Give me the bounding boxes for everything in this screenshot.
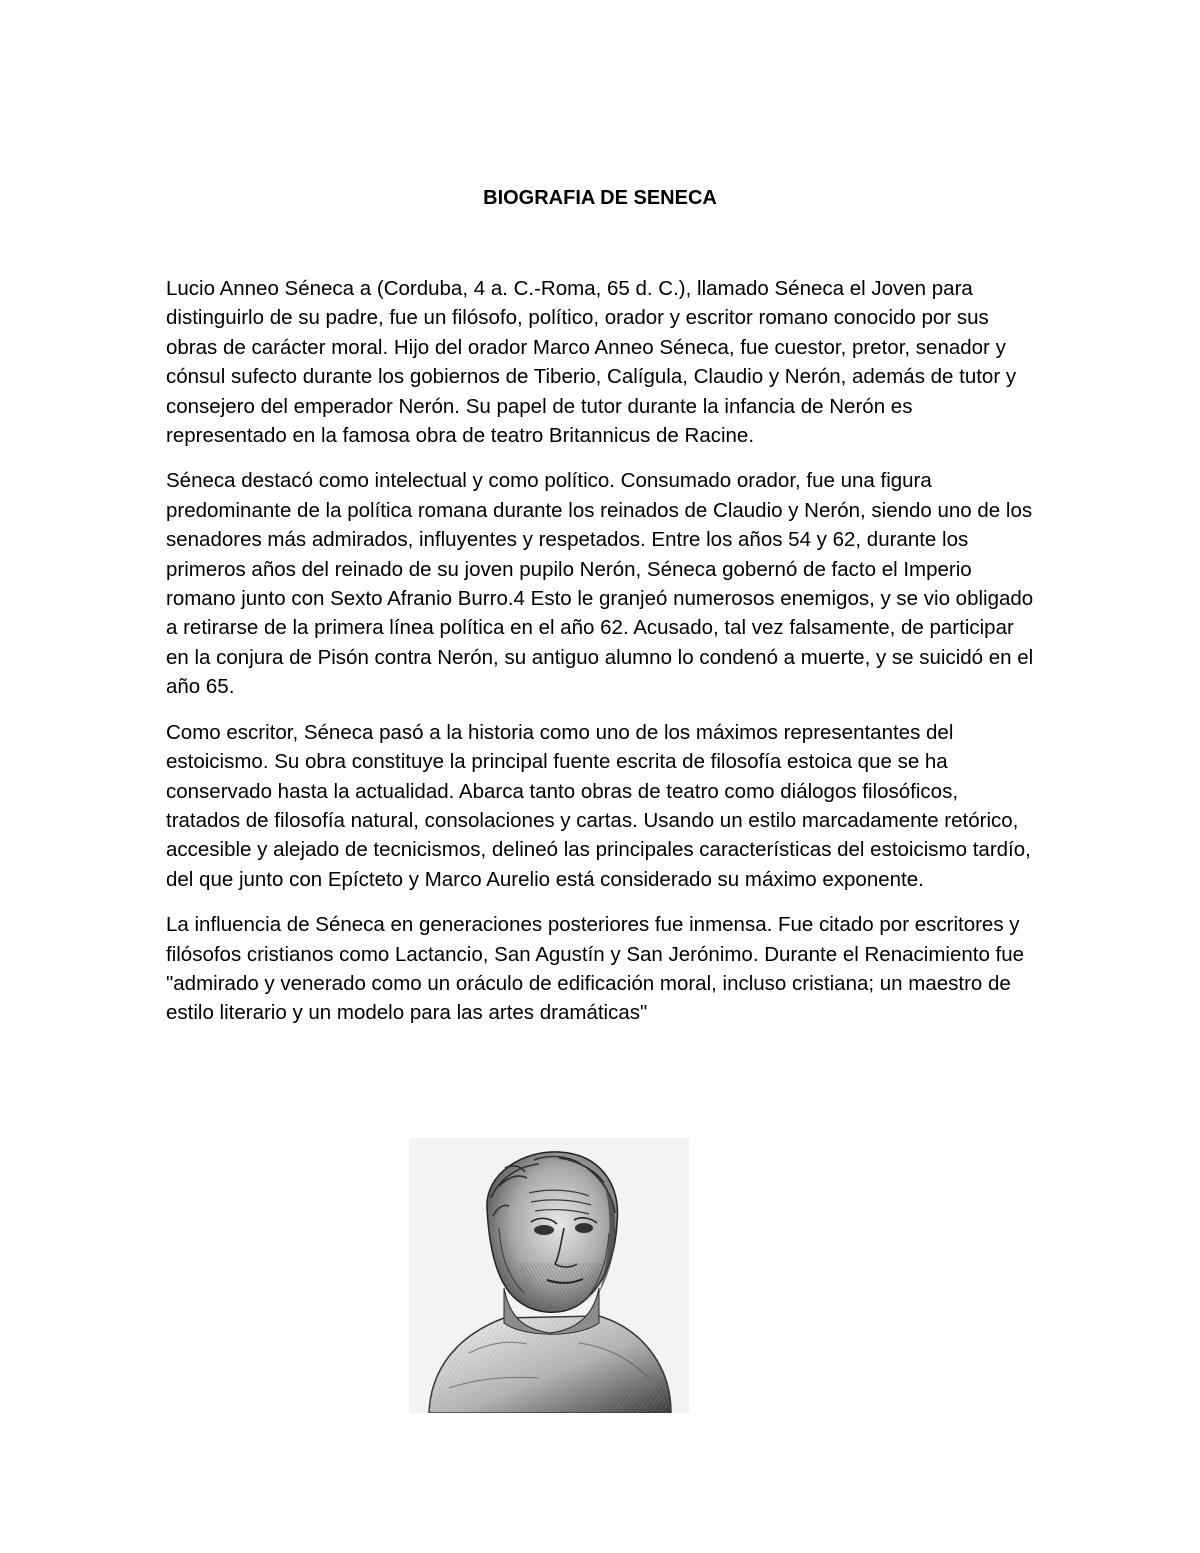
document-body xyxy=(166,274,1036,1044)
seneca-bust-portrait xyxy=(409,1138,689,1413)
paragraph-1: Lucio Anneo Séneca a (Corduba, 4 a. C.-Roma, 65 d. C.), llamado Séneca el Joven para distinguirlo de su padre, fue un filósofo, político, orador y escritor romano conocido por sus obras de carácter moral. Hijo del orador Marco Anneo Séneca, fue cuestor, pretor, senador y cónsul sufecto durante los gobiernos de Tiberio, Calígula, Claudio y Nerón, además de tutor y consejero del emperador Nerón. Su papel de tutor durante la infancia de Nerón es representado en la famosa obra de teatro Britannicus de Racine. xyxy=(166,277,1017,448)
paragraph-3: Como escritor, Séneca pasó a la historia como uno de los máximos representantes del estoicismo. Su obra constituye la principal fuente escrita de filosofía estoica que se ha conservado hasta la actualidad. Abarca tanto obras de teatro como diálogos filosóficos, tratados de filosofía natural, consolaciones y cartas. Usando un estilo marcadamente retórico, accesible y alejado de tecnicismos, delineó las principales características del estoicismo tardío, del que junto con Epícteto y Marco Aurelio está considerado su máximo exponente. xyxy=(166,720,1031,891)
page-title: BIOGRAFIA DE SENECA xyxy=(483,187,717,209)
bust-engraving-image xyxy=(409,1138,689,1413)
paragraph-2: Séneca destacó como intelectual y como político. Consumado orador, fue una figura predominante de la política romana durante los reinados de Claudio y Nerón, siendo uno de los senadores más admirados, influyentes y respetados. Entre los años 54 y 62, durante los primeros años del reinado de su joven pupilo Nerón, Séneca gobernó de facto el Imperio romano junto con Sexto Afranio Burro.4 Esto le granjeó numerosos enemigos, y se vio obligado a retirarse de la primera línea política en el año 62. Acusado, tal vez falsamente, de participar en la conjura de Pisón contra Nerón, su antiguo alumno lo condenó a muerte, y se suicidó en el año 65. xyxy=(166,469,1034,699)
paragraph-4: La influencia de Séneca en generaciones posteriores fue inmensa. Fue citado por escritores y filósofos cristianos como Lactancio, San Agustín y San Jerónimo. Durante el Renacimiento fue "admirado y venerado como un oráculo de edificación moral, incluso cristiana; un maestro de estilo literario y un modelo para las artes dramáticas" xyxy=(166,913,1025,1025)
